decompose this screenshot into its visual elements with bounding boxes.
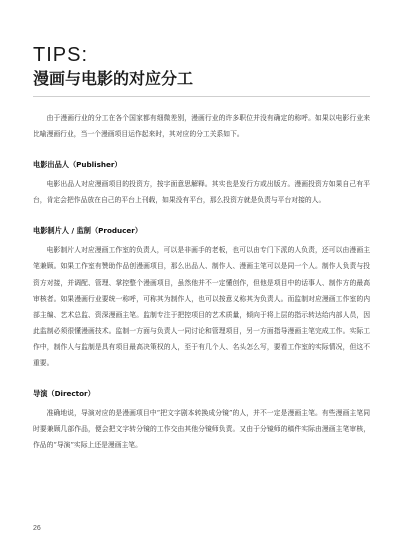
section-paragraph: 电影制片人对应漫画工作室的负责人，可以是非画手的老板，也可以由专门下派的人负责，还可以由漫画主笔兼顾。如果工作室有赞助作品创漫画项目，那么出品人、制作人、漫画主笔可以是同一个人。制作人负责与投资方对接，并调配、管理、掌控整个漫画项目，虽然他并不一定懂创作，但他是项目中的话事人、制作方的最高审核者。如果漫画行业要统一称呼，可称其为制作人，也可以按意义称其为负责人。而监制对应漫画工作室的内部主编、艺术总监、资深漫画主笔。监制专注于把控项目的艺术质量，倾向于将上层的指示转达给内部人员，因此监制必须很懂漫画技术。监制一方面与负责人一同讨论和管理项目，另一方面指导漫画主笔完成工作。实际工作中，制作人与监制是具有项目最高决策权的人，至于有几个人、名头怎么写，要看工作室的实际情况，但这不重要。: [33, 246, 370, 368]
tips-label: TIPS:: [33, 44, 89, 66]
title-divider: [33, 96, 370, 97]
page-number: 26: [33, 525, 41, 532]
section-director: [33, 388, 370, 453]
intro-paragraph: 由于漫画行业的分工在各个国家都有细微差别，漫画行业的许多职位并没有确定的称呼。如果以电影行业来比喻漫画行业，当一个漫画项目运作起来时，其对应的分工关系如下。: [33, 114, 370, 139]
article-body: [33, 110, 370, 453]
section-paragraph: 电影出品人对应漫画项目的投资方，按字面意思解释。其实也是发行方或出版方。漫画投资方如果自己有平台，肯定会把作品放在自己的平台上刊载，如果没有平台，那么投资方就是负责与平台对接的人。: [33, 180, 370, 205]
section-heading: 导演（Director）: [33, 389, 95, 399]
section-heading: 电影出品人（Publisher）: [33, 160, 122, 170]
section-heading: 电影制片人 / 监制（Producer）: [33, 226, 143, 236]
page-title: 漫画与电影的对应分工: [33, 69, 194, 88]
section-producer: [33, 225, 370, 371]
title-block: [33, 44, 193, 90]
section-publisher: [33, 159, 370, 208]
section-paragraph: 准确地说，导演对应的是漫画项目中“把文字剧本转换成分镜”的人，并不一定是漫画主笔。有些漫画主笔同时要兼顾几部作品，便会把文字转分镜的工作交由其他分镜师负责。又由于分镜师的稿件实际由漫画主笔审核，作品的“导演”实际上还是漫画主笔。: [33, 409, 370, 450]
